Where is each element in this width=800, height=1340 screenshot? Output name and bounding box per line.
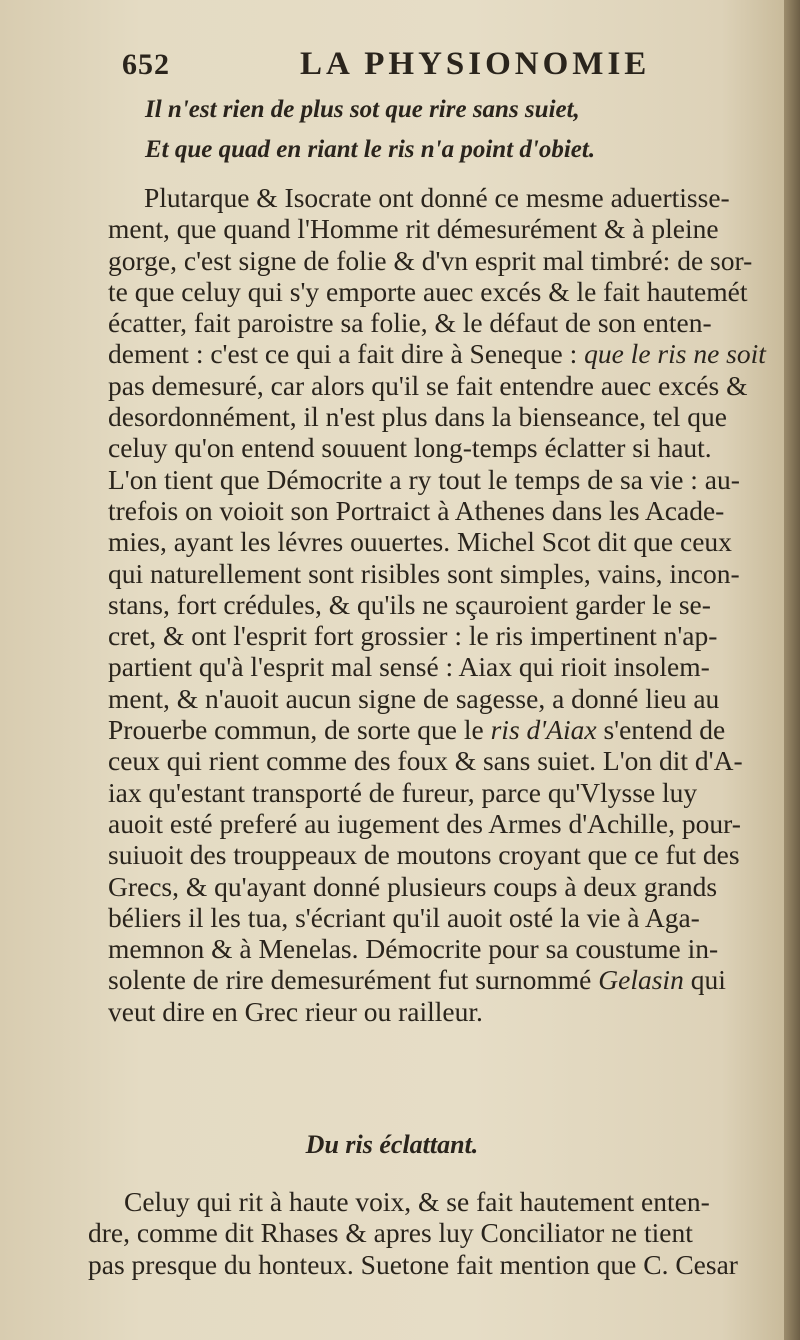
text-line: L'on tient que Démocrite a ry tout le temps de sa vie : au- [108, 463, 740, 495]
text-segment: Prouerbe commun, de sorte que le [108, 714, 491, 746]
text-line: pas presque du honteux. Suetone fait mention que C. Cesar [88, 1248, 738, 1280]
text-line: stans, fort crédules, & qu'ils ne sçauroient garder le se- [108, 588, 711, 620]
text-line: mies, ayant les lévres ouuertes. Michel Scot dit que ceux [108, 526, 732, 558]
paragraph-2 [88, 1186, 788, 1280]
text-line: pas demesuré, car alors qu'il se fait entendre auec excés & [108, 369, 748, 401]
ris-daiax: ris d'Aiax [490, 714, 597, 746]
text-line: celuy qu'on entend souuent long-temps éclatter si haut. [108, 432, 712, 464]
text-line: Grecs, & qu'ayant donné plusieurs coups à deux grands [108, 870, 718, 902]
text-segment: s'entend de [596, 714, 726, 746]
text-line: ceux qui rient comme des foux & sans suiet. L'on dit d'A- [108, 745, 743, 777]
running-head: LA PHYSIONOMIE [300, 46, 651, 82]
text-line: te que celuy qui s'y emporte auec excés & le fait hautemét [108, 275, 748, 307]
text-line: partient qu'à l'esprit mal sensé : Aiax qui rioit insolem- [108, 651, 710, 683]
epigraph-line-1: Il n'est rien de plus sot que rire sans suiet, [145, 96, 580, 123]
text-line [108, 714, 788, 745]
text-line [108, 338, 788, 369]
seneque-quote: que le ris ne soit [584, 338, 766, 370]
text-line: Celuy qui rit à haute voix, & se fait hautement enten- [124, 1186, 710, 1217]
text-line: dre, comme dit Rhases & apres luy Conciliator ne tient [88, 1217, 693, 1249]
text-segment: qui [683, 964, 726, 996]
text-line: qui naturellement sont risibles sont simples, vains, incon- [108, 557, 740, 589]
text-line: béliers il les tua, s'écriant qu'il auoit osté la vie à Aga- [108, 901, 700, 933]
epigraph-line-2: Et que quad en riant le ris n'a point d'obiet. [145, 136, 596, 163]
book-gutter [784, 0, 800, 1340]
text-line: desordonnément, il n'est plus dans la bienseance, tel que [108, 401, 727, 433]
text-line: gorge, c'est signe de folie & d'vn esprit mal timbré: de sor- [108, 244, 753, 276]
text-line: iax qu'estant transporté de fureur, parce qu'Vlysse luy [108, 776, 698, 808]
page-number: 652 [122, 48, 170, 81]
text-line: ment, & n'auoit aucun signe de sagesse, a donné lieu au [108, 682, 720, 714]
text-line: auoit esté preferé au iugement des Armes d'Achille, pour- [108, 807, 741, 839]
text-line: Plutarque & Isocrate ont donné ce mesme aduertisse- [144, 182, 730, 213]
text-line: memnon & à Menelas. Démocrite pour sa coustume in- [108, 933, 719, 965]
text-line [108, 964, 788, 995]
text-line: ment, que quand l'Homme rit démesurément & à pleine [108, 213, 719, 245]
text-line: cret, & ont l'esprit fort grossier : le ris impertinent n'ap- [108, 620, 718, 652]
gelasin: Gelasin [598, 964, 684, 996]
paragraph-1 [108, 182, 788, 1027]
text-line: trefois on voioit son Portraict à Athenes dans les Acade- [108, 494, 725, 526]
text-segment: solente de rire demesurément fut surnommé [108, 964, 599, 996]
text-segment: dement : c'est ce qui a fait dire à Seneque : [108, 338, 585, 370]
text-line: écatter, fait paroistre sa folie, & le défaut de son enten- [108, 307, 712, 339]
section-heading: Du ris éclattant. [305, 1130, 479, 1159]
text-line: veut dire en Grec rieur ou railleur. [108, 995, 483, 1027]
text-line: suiuoit des trouppeaux de moutons croyant que ce fut des [108, 839, 740, 871]
